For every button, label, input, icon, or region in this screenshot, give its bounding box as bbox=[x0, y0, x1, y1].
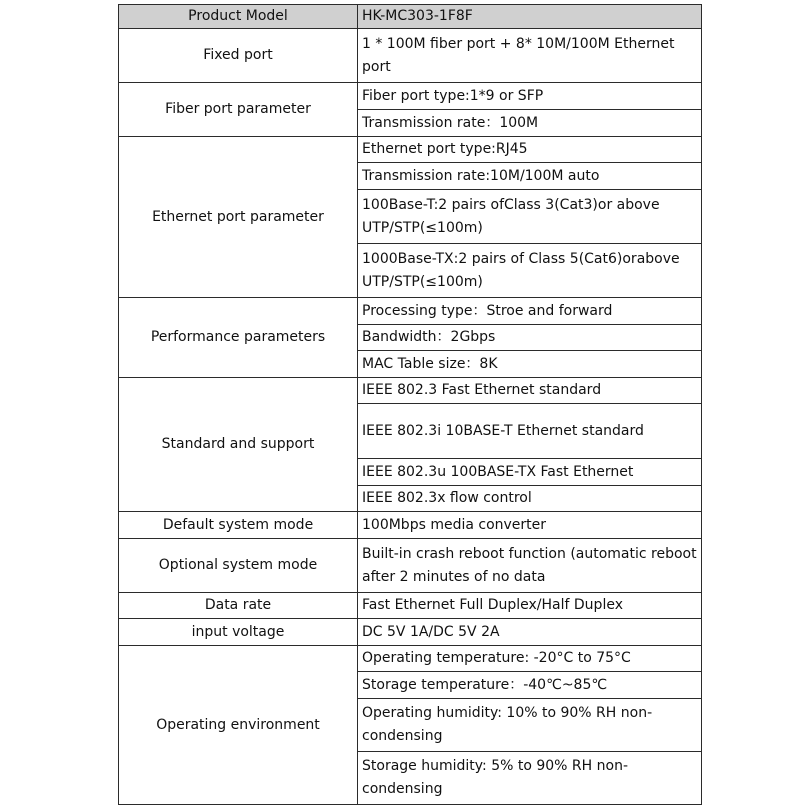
row-value: Storage temperature：-40℃~85℃ bbox=[358, 672, 702, 699]
row-label: Standard and support bbox=[119, 378, 358, 512]
row-label: Performance parameters bbox=[119, 298, 358, 378]
table-row bbox=[119, 29, 702, 83]
table-row bbox=[119, 83, 702, 110]
row-value: IEEE 802.3 Fast Ethernet standard bbox=[358, 378, 702, 404]
header-label: Product Model bbox=[119, 5, 358, 29]
row-label: Fixed port bbox=[119, 29, 358, 83]
row-value: 1 * 100M fiber port + 8* 10M/100M Ethernet port bbox=[358, 29, 702, 83]
row-value: MAC Table size：8K bbox=[358, 351, 702, 378]
spec-table bbox=[118, 4, 702, 805]
row-label: Default system mode bbox=[119, 512, 358, 539]
table-row bbox=[119, 137, 702, 163]
row-value: Fiber port type:1*9 or SFP bbox=[358, 83, 702, 110]
row-label: Data rate bbox=[119, 593, 358, 619]
table-row bbox=[119, 539, 702, 593]
row-value: Ethernet port type:RJ45 bbox=[358, 137, 702, 163]
table-row bbox=[119, 619, 702, 646]
row-value: Operating humidity: 10% to 90% RH non-condensing bbox=[358, 699, 702, 752]
row-value: Operating temperature: -20°C to 75°C bbox=[358, 646, 702, 672]
row-value: IEEE 802.3u 100BASE-TX Fast Ethernet bbox=[358, 459, 702, 486]
row-value: 1000Base-TX:2 pairs of Class 5(Cat6)orabove UTP/STP(≤100m) bbox=[358, 244, 702, 298]
row-value: 100Base-T:2 pairs ofClass 3(Cat3)or above UTP/STP(≤100m) bbox=[358, 190, 702, 244]
table-header-row bbox=[119, 5, 702, 29]
row-value: Transmission rate：100M bbox=[358, 110, 702, 137]
table-row bbox=[119, 512, 702, 539]
row-value: Built-in crash reboot function (automatic reboot after 2 minutes of no data bbox=[358, 539, 702, 593]
row-label: Operating environment bbox=[119, 646, 358, 805]
row-label: input voltage bbox=[119, 619, 358, 646]
table-row bbox=[119, 298, 702, 325]
row-label: Optional system mode bbox=[119, 539, 358, 593]
row-value: Storage humidity: 5% to 90% RH non-condensing bbox=[358, 752, 702, 805]
row-value: Bandwidth：2Gbps bbox=[358, 325, 702, 351]
table-row bbox=[119, 646, 702, 672]
row-value: IEEE 802.3x flow control bbox=[358, 486, 702, 512]
row-value: Processing type：Stroe and forward bbox=[358, 298, 702, 325]
row-label: Fiber port parameter bbox=[119, 83, 358, 137]
row-label: Ethernet port parameter bbox=[119, 137, 358, 298]
row-value: 100Mbps media converter bbox=[358, 512, 702, 539]
row-value: Transmission rate:10M/100M auto bbox=[358, 163, 702, 190]
header-value: HK-MC303-1F8F bbox=[358, 5, 702, 29]
row-value: Fast Ethernet Full Duplex/Half Duplex bbox=[358, 593, 702, 619]
table-row bbox=[119, 593, 702, 619]
row-value: DC 5V 1A/DC 5V 2A bbox=[358, 619, 702, 646]
row-value: IEEE 802.3i 10BASE-T Ethernet standard bbox=[358, 404, 702, 459]
table-row bbox=[119, 378, 702, 404]
